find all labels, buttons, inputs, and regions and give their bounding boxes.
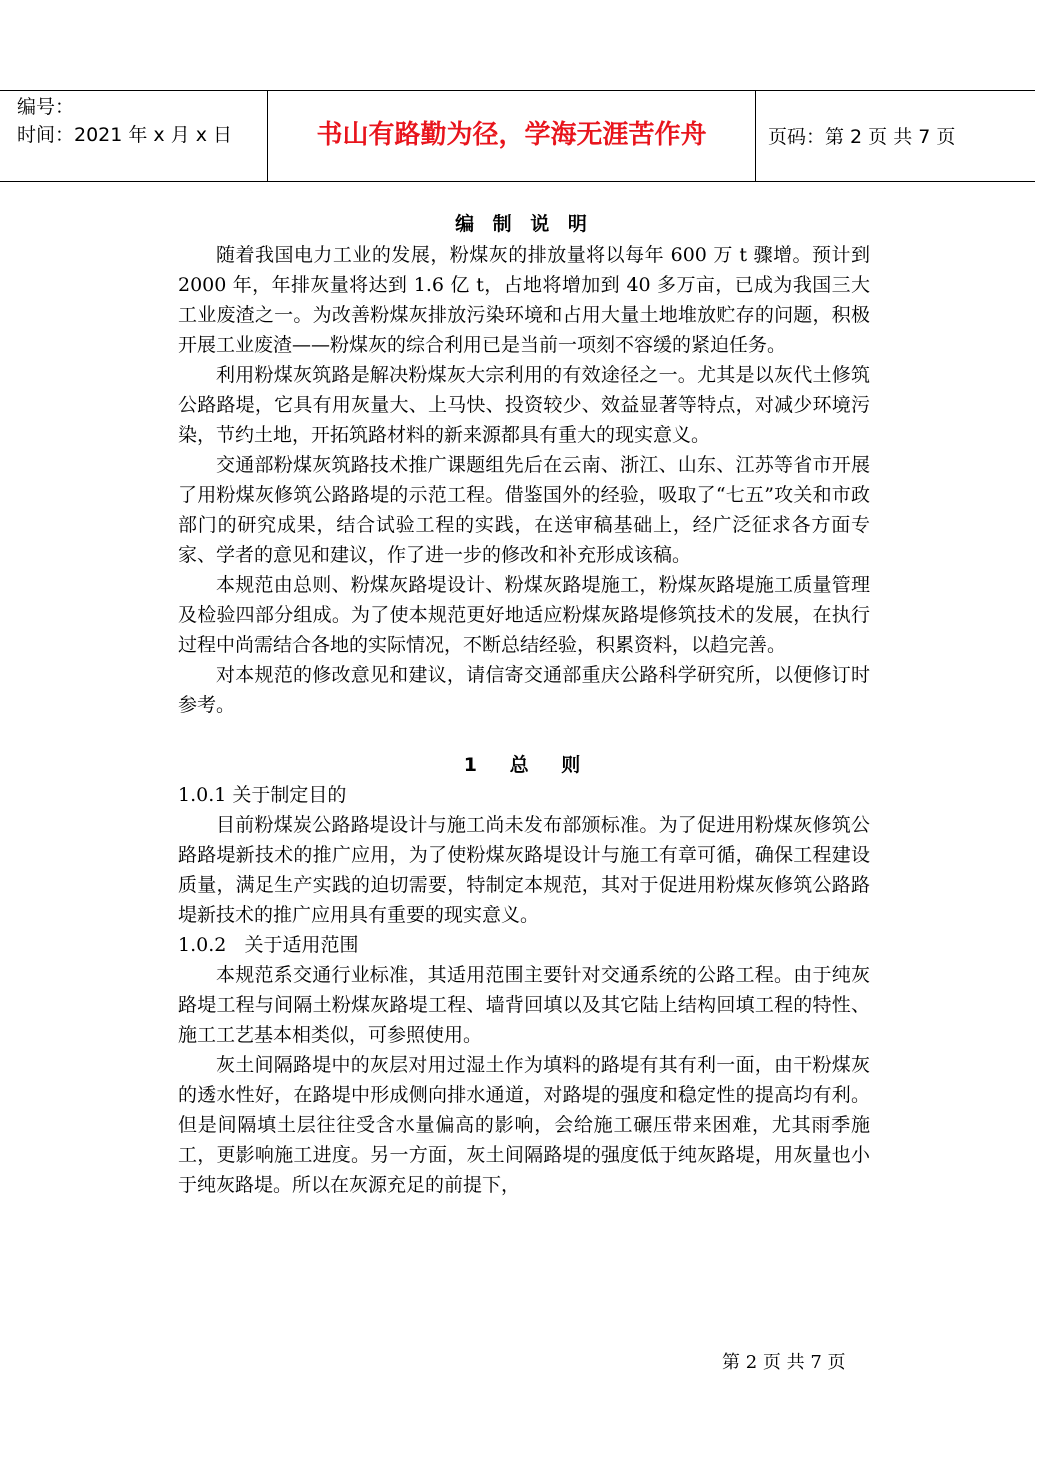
header-page-number: 页码：第 2 页 共 7 页 — [768, 126, 956, 148]
clause-1-0-2-paragraph-2: 灰土间隔路堤中的灰层对用过湿土作为填料的路堤有其有利一面，由干粉煤灰的透水性好，在路堤中形成侧向排水通道，对路堤的强度和稳定性的提高均有利。但是间隔填土层往往受含水量偏高的影响，会给施工碾压带来困难，尤其雨季施工，更影响施工进度。另一方面，灰土间隔路堤的强度低于纯灰路堤，用灰量也小于纯灰路堤。所以在灰源充足的前提下， — [178, 1054, 870, 1196]
intro-paragraph-4: 本规范由总则、粉煤灰路堤设计、粉煤灰路堤施工，粉煤灰路堤施工质量管理及检验四部分组成。为了使本规范更好地适应粉煤灰路堤修筑技术的发展，在执行过程中尚需结合各地的实际情况，不断总结经验，积累资料，以趋完善。 — [178, 574, 870, 656]
document-body — [178, 208, 870, 1200]
document-title: 编 制 说 明 — [455, 213, 593, 235]
page-header — [0, 90, 1035, 182]
intro-paragraph-1: 随着我国电力工业的发展，粉煤灰的排放量将以每年 600 万 t 骤增。预计到 2000 年，年排灰量将达到 1.6 亿 t，占地将增加到 40 多万亩，已成为我国三大工业废渣之一。为改善粉煤灰排放污染环境和占用大量土地堆放贮存的问题，积极开展工业废渣——粉煤灰的综合利用已是当前一项刻不容缓的紧迫任务。 — [178, 244, 870, 356]
header-meta — [17, 93, 267, 149]
header-motto: 书山有路勤为径，学海无涯苦作舟 — [316, 120, 707, 150]
intro-paragraph-5: 对本规范的修改意见和建议，请信寄交通部重庆公路科学研究所，以便修订时参考。 — [178, 664, 870, 716]
page-footer: 第 2 页 共 7 页 — [722, 1352, 846, 1373]
clause-1-0-1-paragraph: 目前粉煤炭公路路堤设计与施工尚未发布部颁标准。为了促进用粉煤灰修筑公路路堤新技术的推广应用，为了使粉煤灰路堤设计与施工有章可循，确保工程建设质量，满足生产实践的迫切需要，特制定本规范，其对于促进用粉煤灰修筑公路路堤新技术的推广应用具有重要的现实意义。 — [178, 814, 870, 926]
intro-paragraph-3: 交通部粉煤灰筑路技术推广课题组先后在云南、浙江、山东、江苏等省市开展了用粉煤灰修筑公路路堤的示范工程。借鉴国外的经验，吸取了“七五”攻关和市政部门的研究成果，结合试验工程的实践，在送审稿基础上，经广泛征求各方面专家、学者的意见和建议，作了进一步的修改和补充形成该稿。 — [178, 454, 870, 566]
clause-1-0-2-paragraph-1: 本规范系交通行业标准，其适用范围主要针对交通系统的公路工程。由于纯灰路堤工程与间隔土粉煤灰路堤工程、墙背回填以及其它陆上结构回填工程的特性、施工工艺基本相类似，可参照使用。 — [178, 964, 870, 1046]
section-title: 1 总 则 — [463, 754, 585, 776]
clause-1-0-1-heading: 1.0.1 关于制定目的 — [178, 784, 347, 806]
header-time: 时间：2021 年 x 月 x 日 — [17, 124, 233, 146]
header-number: 编号： — [17, 96, 75, 118]
clause-1-0-2-heading: 1.0.2 关于适用范围 — [178, 934, 359, 956]
section-gap — [178, 720, 870, 750]
header-divider-right — [755, 91, 756, 182]
intro-paragraph-2: 利用粉煤灰筑路是解决粉煤灰大宗利用的有效途径之一。尤其是以灰代土修筑公路路堤，它具有用灰量大、上马快、投资较少、效益显著等特点，对减少环境污染，节约土地，开拓筑路材料的新来源都具有重大的现实意义。 — [178, 364, 870, 446]
